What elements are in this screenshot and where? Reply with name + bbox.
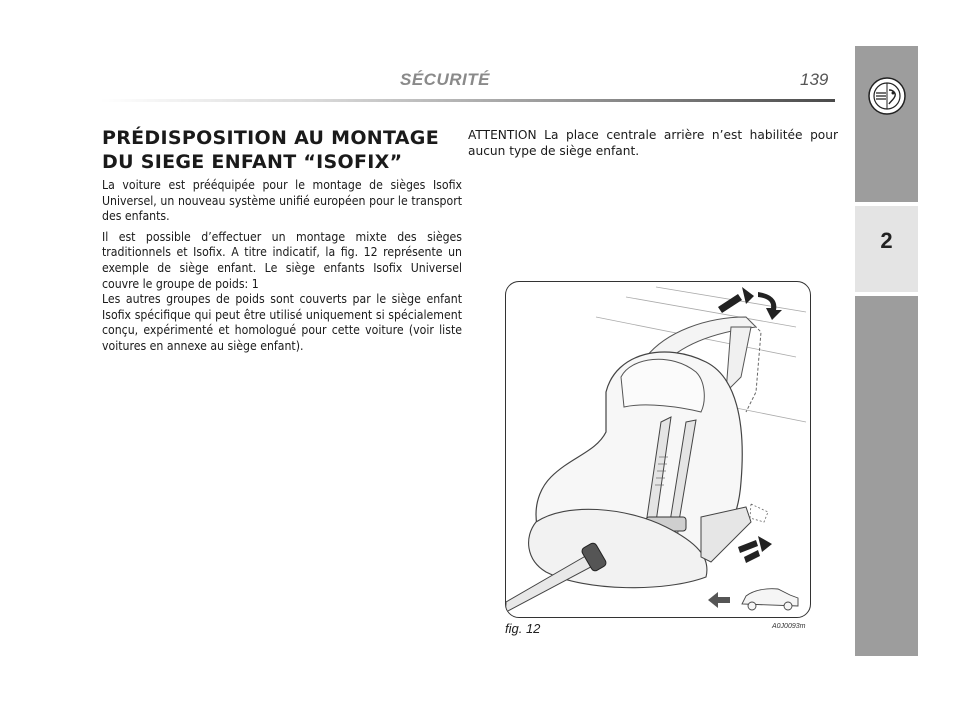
- figure-caption: fig. 12: [505, 621, 541, 636]
- figure-child-seat: [505, 281, 811, 618]
- chapter-number: 2: [880, 228, 893, 253]
- figure-code: A0J0093m: [772, 623, 806, 630]
- section-title: [102, 126, 462, 174]
- body-text-column: [102, 178, 462, 360]
- header-divider: [100, 99, 835, 102]
- paragraph: La voiture est prééquipée pour le montage de sièges Isofix Universel, un nouveau système unifié européen pour le transport des enfants.: [102, 178, 462, 224]
- section-title-line1: PRÉDISPOSITION AU MONTAGE: [102, 127, 439, 149]
- paragraph: Les autres groupes de poids sont couverts par le siège enfant Isofix spécifique qui peut être utilisé uniquement si spécialement conçu, expérimenté et homologué pour cette voiture (voir liste voitures en annexe au siège enfant).: [102, 292, 462, 353]
- isofix-child-seat-illustration: [506, 282, 810, 617]
- brand-logo-icon: [867, 76, 907, 116]
- paragraph: Il est possible d’effectuer un montage mixte des sièges traditionnels et Isofix. A titre indicatif, la fig. 12 représente un exemple de siège enfant. Le siège enfants Isofix Universel couvre le groupe de poids: 1: [102, 229, 462, 291]
- page-number: 139: [800, 70, 829, 89]
- chapter-sidebar: [855, 46, 918, 656]
- sidebar-chapter-tab[interactable]: [855, 206, 918, 292]
- page-header-title: SÉCURITÉ: [400, 70, 490, 89]
- sidebar-bottom-tab: [855, 296, 918, 656]
- attention-note: ATTENTION La place centrale arrière n’est habilitée pour aucun type de siège enfant.: [468, 128, 838, 158]
- section-title-line2: DU SIEGE ENFANT “ISOFIX”: [102, 151, 403, 173]
- sidebar-top-tab: [855, 46, 918, 202]
